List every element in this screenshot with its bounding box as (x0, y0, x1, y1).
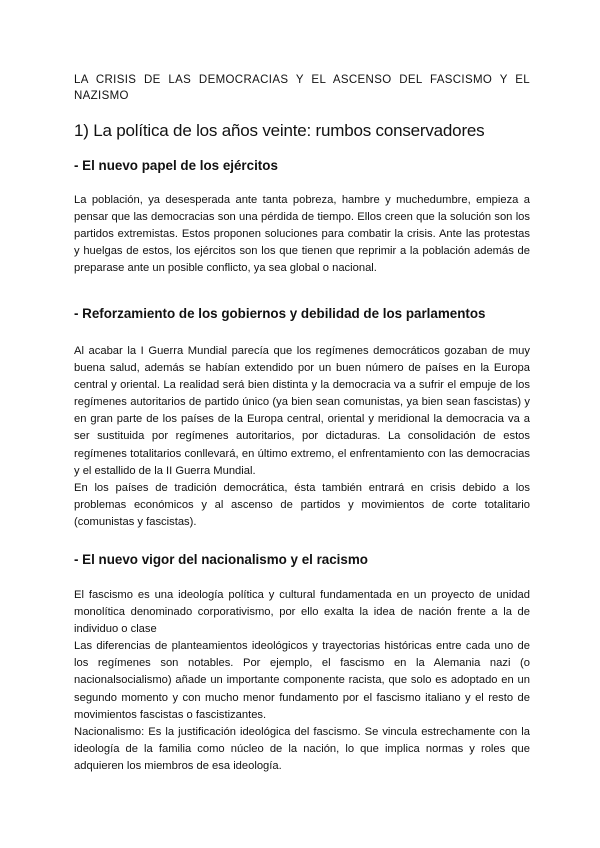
paragraph: Las diferencias de planteamientos ideológicos y trayectorias históricas entre cada uno de los regímenes son notables. Por ejemplo, el fascismo en la Alemania nazi (o nacionalsocialismo) añade un importante componente racista, que solo es adoptado en un segundo momento y con mucho menor fundamento por el fascismo italiano y el resto de movimientos fascistas o fascistizantes. (74, 640, 530, 721)
paragraph: La población, ya desesperada ante tanta pobreza, hambre y muchedumbre, empieza a pensar que las democracias son una pérdida de tiempo. Ellos creen que la solución son los partidos extremistas. Estos proponen soluciones para combatir la crisis. Ante las protestas y huelgas de estos, los ejércitos son los que tienen que reprimir a la población además de preparase ante un posible conflicto, ya sea global o nacional. (74, 194, 530, 275)
paragraph: En los países de tradición democrática, ésta también entrará en crisis debido a los problemas económicos y al ascenso de partidos y movimientos de corte totalitario (comunistas y fascistas). (74, 481, 530, 528)
paragraph: Al acabar la I Guerra Mundial parecía que los regímenes democráticos gozaban de muy buena salud, además se habían extendido por un buen número de países en la Europa central y oriental. La realidad será bien distinta y la democracia va a sufrir el empuje de los regímenes autoritarios de partido único (ya bien sean comunistas, ya bien sean fascistas) y en gran parte de los países de la Europa central, oriental y meridional la democracia va a ser sustituida por regímenes autoritarios, por dictaduras. La consolidación de estos regímenes totalitarios conllevará, en último extremo, el enfrentamiento con las democracias y el estallido de la II Guerra Mundial. (74, 345, 530, 477)
subsection-heading-governments: - Reforzamiento de los gobiernos y debilidad de los parlamentos (74, 306, 486, 321)
subsection-body-nationalism (74, 587, 530, 775)
paragraph: Nacionalismo: Es la justificación ideológica del fascismo. Se vincula estrechamente con la ideología de la familia como núcleo de la nación, lo que implica normas y roles que adquieren los miembros de esa ideología. (74, 725, 530, 772)
paragraph: El fascismo es una ideología política y cultural fundamentada en un proyecto de unidad monolítica denominado corporativismo, por ello exalta la idea de nación frente a la de individuo o clase (74, 589, 530, 636)
document-title: LA CRISIS DE LAS DEMOCRACIAS Y EL ASCENSO DEL FASCISMO Y EL NAZISMO (74, 74, 530, 102)
subsection-body-governments (74, 343, 530, 531)
section-heading: 1) La política de los años veinte: rumbos conservadores (74, 121, 485, 140)
subsection-heading-armies: - El nuevo papel de los ejércitos (74, 158, 278, 173)
subsection-body-armies (74, 192, 530, 277)
subsection-heading-nationalism: - El nuevo vigor del nacionalismo y el racismo (74, 552, 368, 567)
